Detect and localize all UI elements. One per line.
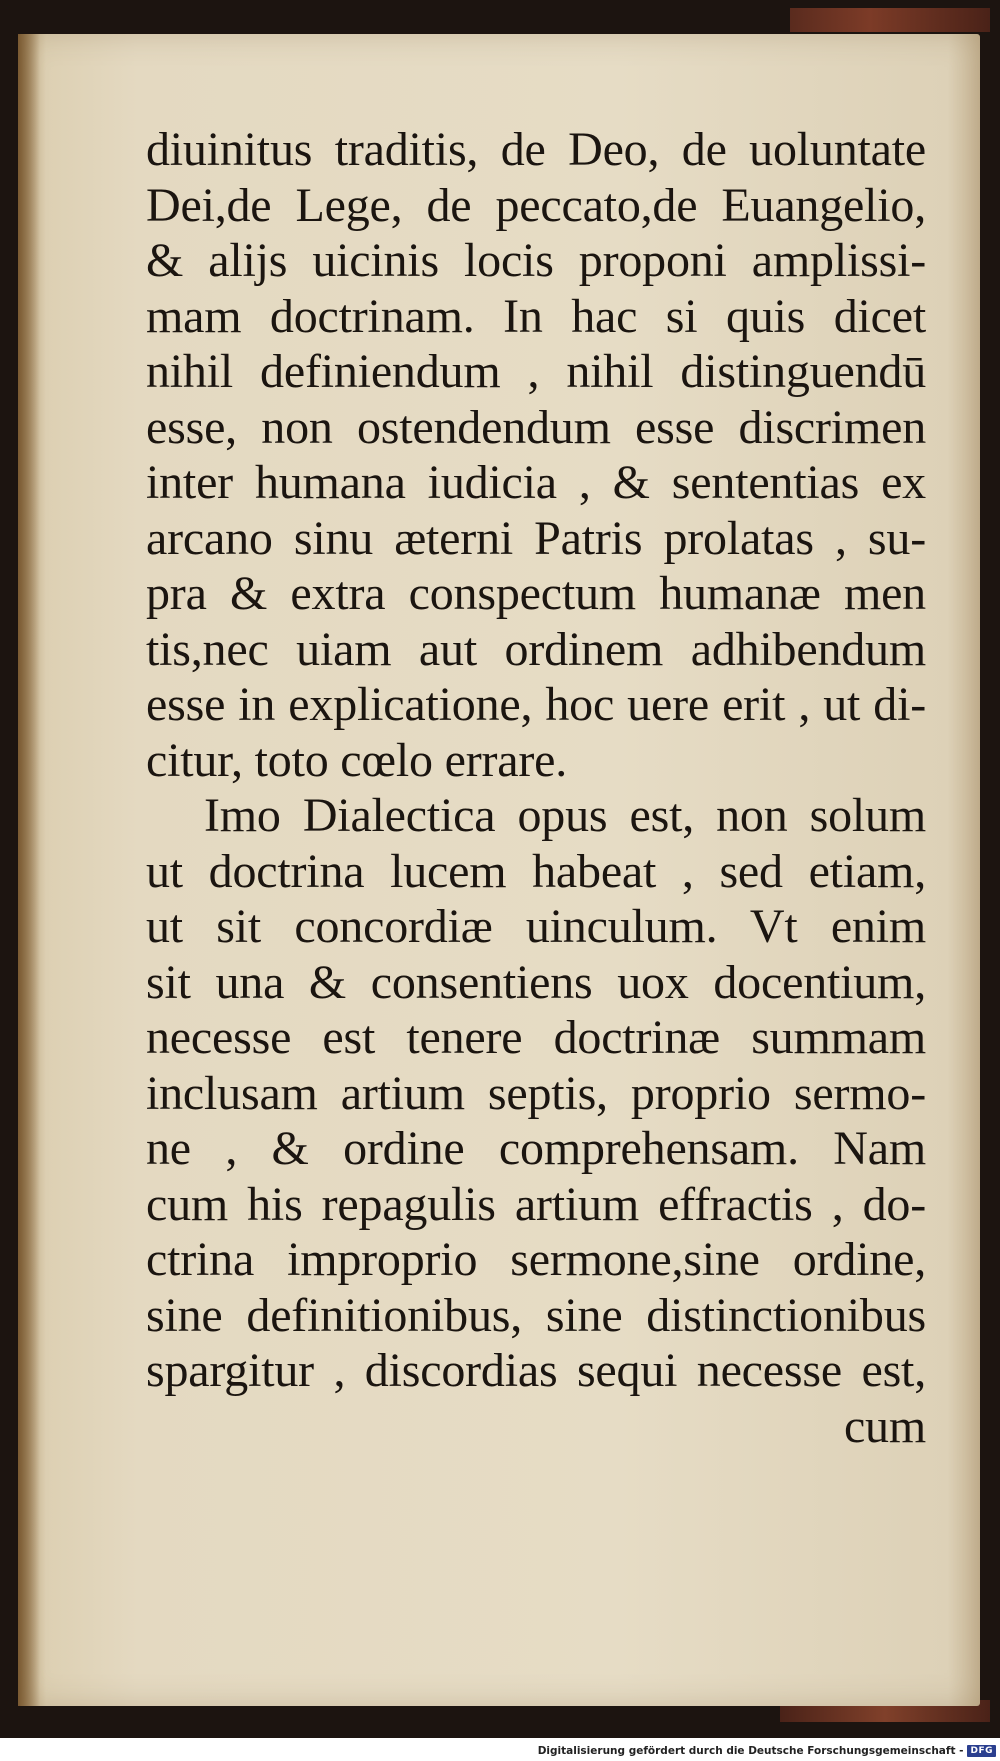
- text-line: & alijs uicinis locis proponi amplissi-: [146, 234, 926, 287]
- page-gutter-shadow: [18, 34, 40, 1706]
- text-line: ut doctrina lucem habeat , sed etiam,: [146, 844, 926, 898]
- text-line: inclusam artium septis, proprio sermo-: [146, 1066, 926, 1120]
- text-line: mam doctrinam. In hac si quis dicet: [146, 289, 926, 343]
- page-text-block: [146, 122, 926, 1454]
- text-line: sine definitionibus, sine distinctionibus: [146, 1288, 926, 1342]
- text-line: sit una & consentiens uox docentium,: [146, 955, 926, 1009]
- text-line: necesse est tenere doctrinæ summam: [146, 1011, 926, 1064]
- book-cover-edge-top: [790, 8, 990, 32]
- text-line: nihil definiendum , nihil distinguendū: [146, 345, 926, 398]
- digitization-credit: [538, 1742, 996, 1760]
- text-line: cum his repagulis artium effractis , do-: [146, 1177, 926, 1231]
- dfg-logo: DFG: [967, 1745, 996, 1757]
- text-line: arcano sinu æterni Patris prolatas , su-: [146, 511, 926, 565]
- catchword: cum: [843, 1399, 926, 1453]
- text-line: ne , & ordine comprehensam. Nam: [146, 1122, 926, 1175]
- text-line: ut sit concordiæ uinculum. Vt enim: [146, 900, 926, 953]
- paragraph-start-line: Imo Dialectica opus est, non solum: [204, 789, 926, 842]
- text-line: tis,nec uiam aut ordinem adhibendum: [146, 622, 926, 676]
- text-line: Dei,de Lege, de peccato,de Euangelio,: [146, 178, 926, 232]
- text-line: esse in explicatione, hoc uere erit , ut di-: [146, 678, 926, 731]
- text-line: pra & extra conspectum humanæ men: [146, 567, 926, 620]
- credit-text: Digitalisierung gefördert durch die Deutsche Forschungsgemeinschaft -: [537, 1745, 964, 1757]
- text-line: esse, non ostendendum esse discrimen: [146, 400, 926, 454]
- text-line: diuinitus traditis, de Deo, de uoluntate: [146, 123, 926, 176]
- text-line: spargitur , discordias sequi necesse est,: [146, 1344, 926, 1397]
- text-line: ctrina improprio sermone,sine ordine,: [146, 1233, 926, 1286]
- text-line: inter humana iudicia , & sententias ex: [146, 456, 926, 509]
- text-line: citur, toto cœlo errare.: [146, 733, 568, 787]
